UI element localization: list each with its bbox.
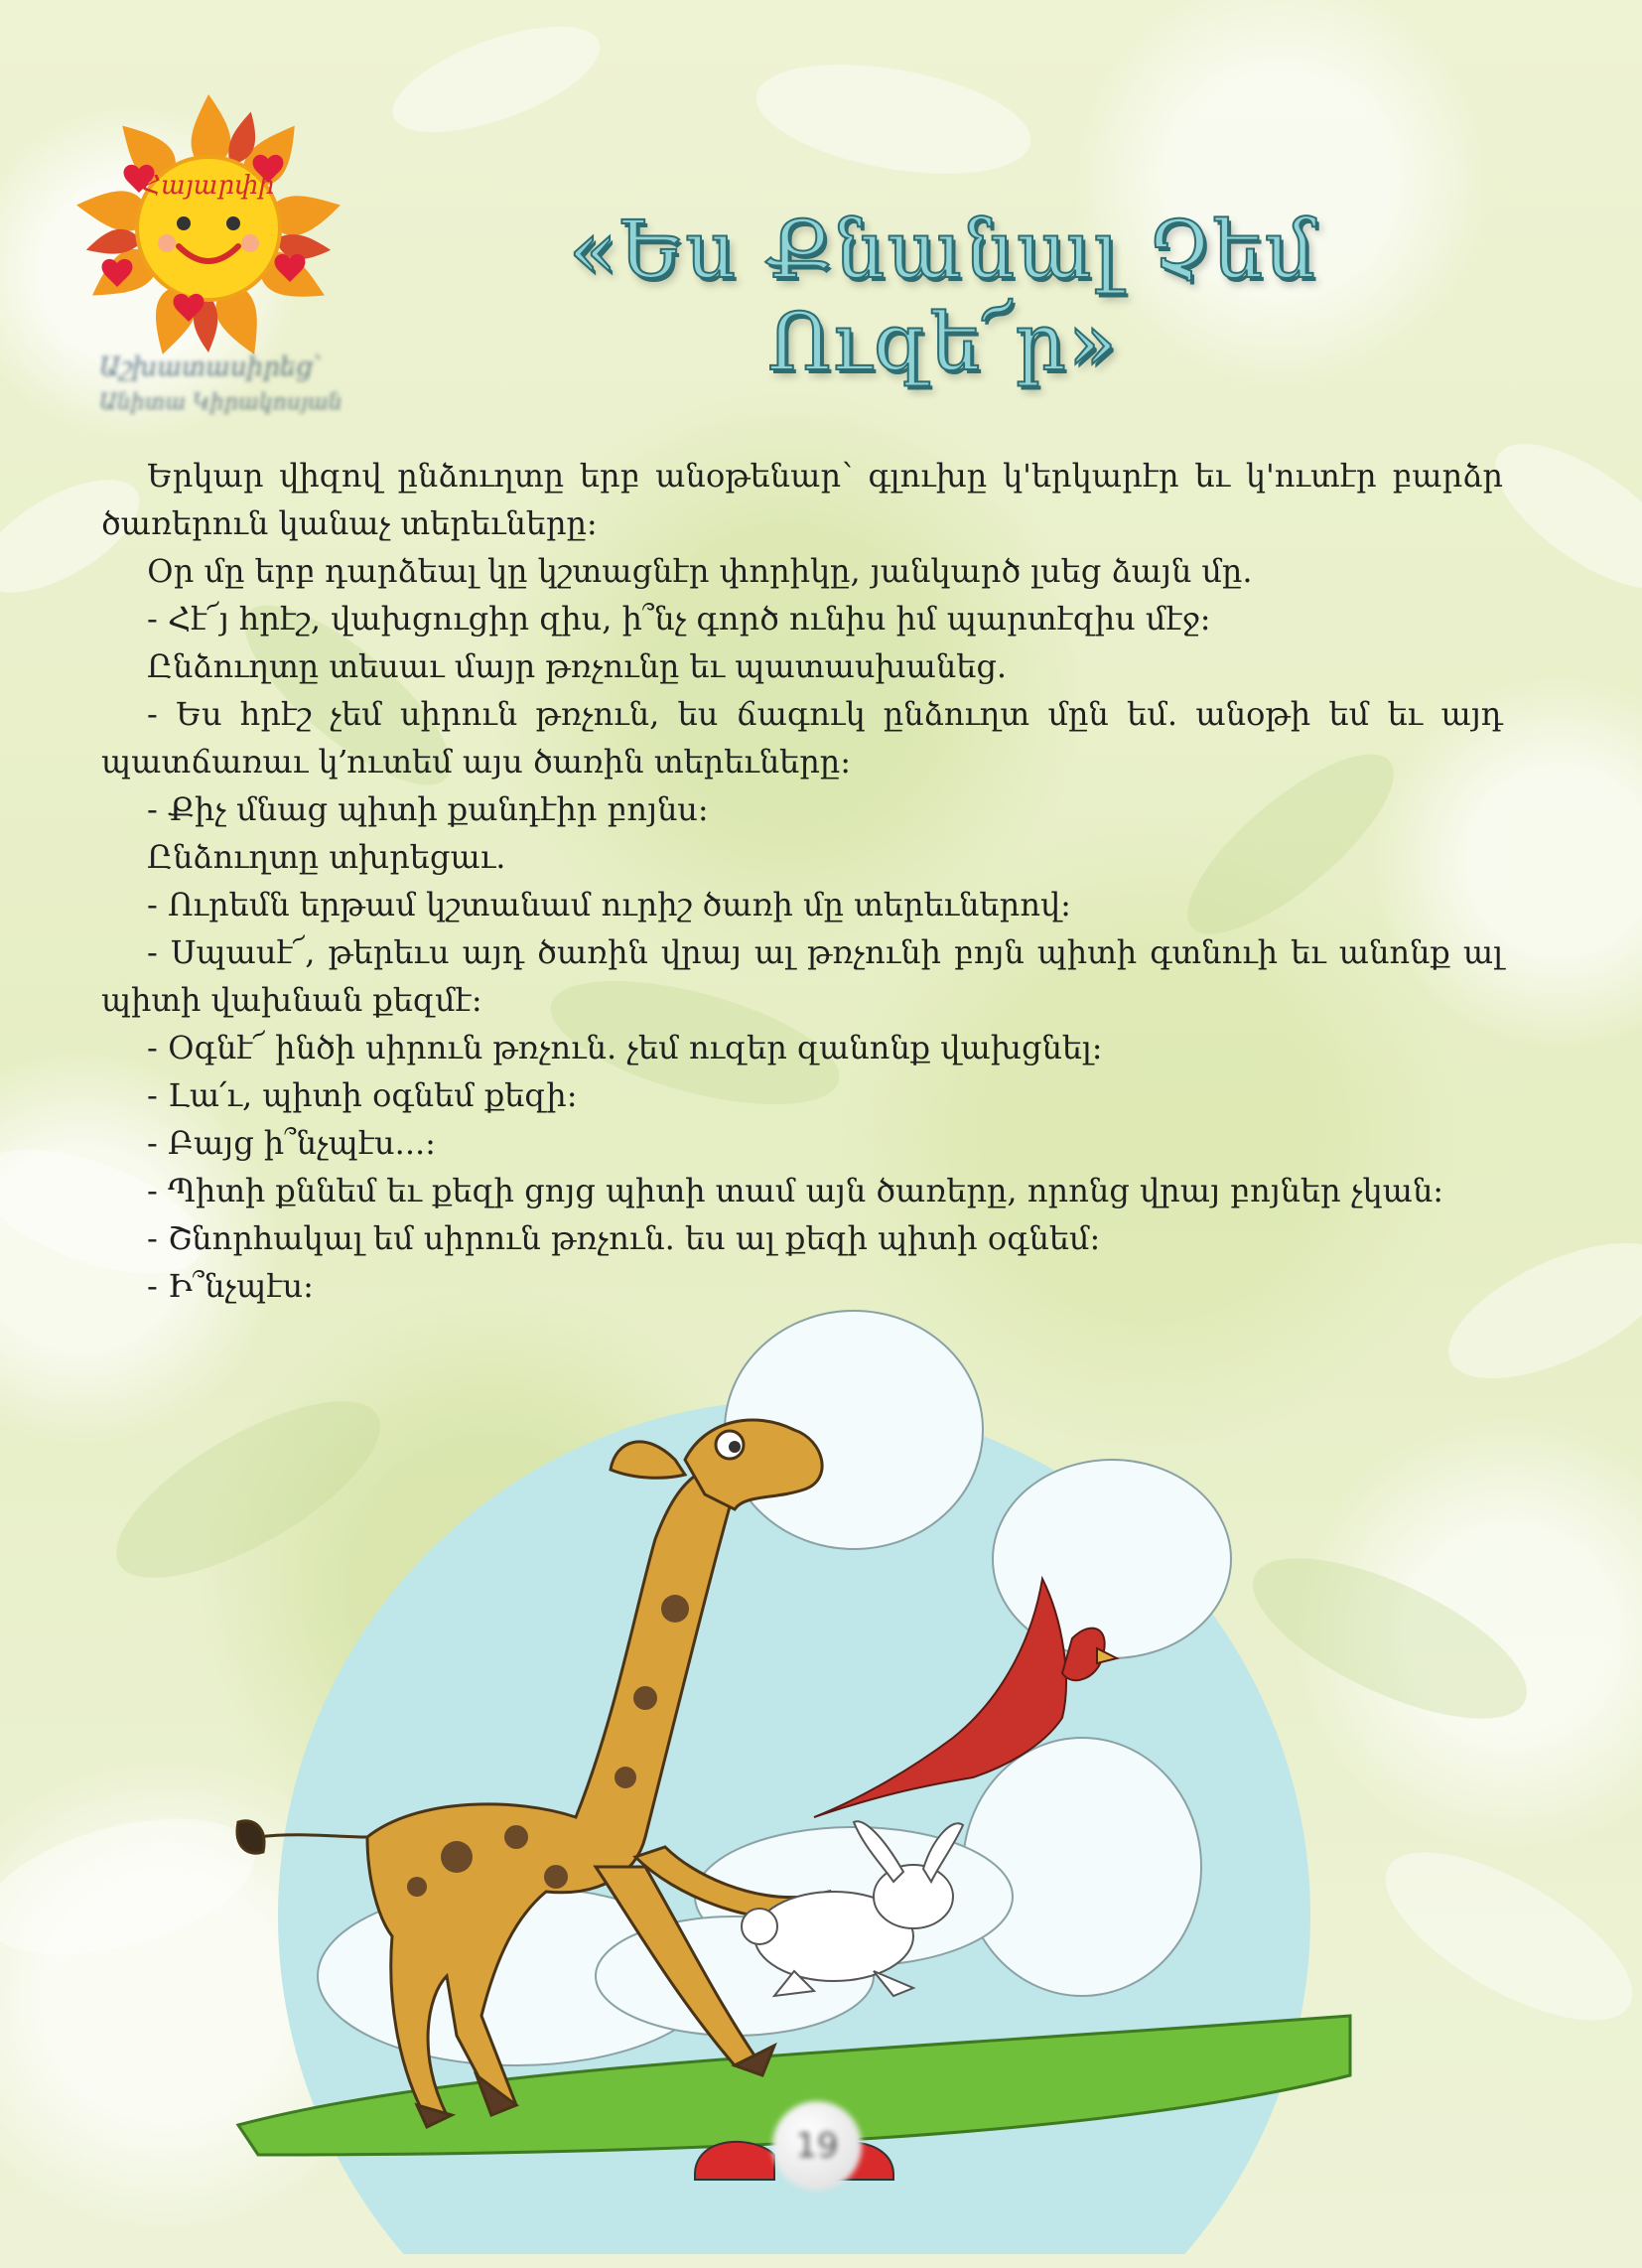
page-number: 19 xyxy=(772,2101,862,2191)
story-paragraph: Երկար վիզով ընձուղտը երբ անօթենար՝ գլուխը կ'երկարէր եւ կ'ուտէր բարձր ծառերուն կանաչ տերեւները: xyxy=(101,457,1503,542)
story-title: «Ես Քնանալ Չեմ Ուզե՜ր» xyxy=(568,204,1318,388)
sun-logo xyxy=(69,89,347,367)
logo-caption xyxy=(99,353,397,415)
story-paragraph: - Օգնէ՜ ինծի սիրուն թռչուն. չեմ ուզեր զանոնք վախցնել: xyxy=(147,1029,1103,1066)
story-text xyxy=(101,452,1503,1310)
story-paragraph: - Ուրեմն երթամ կշտանամ ուրիշ ծառի մը տերեւներով: xyxy=(147,886,1071,923)
story-paragraph: Օր մը երբ դարձեալ կը կշտացնէր փորիկը, յանկարծ լսեց ձայն մը. xyxy=(147,552,1253,590)
story-paragraph: - Քիչ մնաց պիտի քանդէիր բոյնս: xyxy=(147,790,709,828)
story-paragraph: Ընձուղտը տխրեցաւ. xyxy=(147,838,506,876)
logo-caption-line2: Անիտա Կիրակոսյան xyxy=(99,390,342,415)
logo-caption-line1: Աշխատասիրեց՝ xyxy=(99,353,323,382)
story-paragraph: - Պիտի քննեմ եւ քեզի ցոյց պիտի տամ այն ծառերը, որոնց վրայ բոյներ չկան: xyxy=(147,1172,1444,1209)
story-paragraph: - Ես հրէշ չեմ սիրուն թռչուն, ես ճագուկ ընձուղտ մըն եմ. անօթի եմ եւ այդ պատճառաւ կ՚ուտեմ այս ծառին տերեւները: xyxy=(101,695,1503,780)
story-paragraph: - Հէ՜յ հրէշ, վախցուցիր զիս, ի՞նչ գործ ունիս իմ պարտէզիս մէջ: xyxy=(147,600,1211,638)
story-paragraph: - Սպասէ՜, թերեւս այդ ծառին վրայ ալ թռչունի բոյն պիտի գտնուի եւ անոնք ալ պիտի վախնան քեզմէ: xyxy=(101,933,1503,1019)
story-paragraph: Ընձուղտը տեսաւ մայր թռչունը եւ պատասխանեց. xyxy=(147,647,1008,685)
story-paragraph: - Ի՞նչպէս: xyxy=(147,1267,314,1305)
story-paragraph: - Շնորհակալ եմ սիրուն թռչուն. ես ալ քեզի պիտի օգնեմ: xyxy=(147,1219,1101,1257)
logo-text: Հայարփի xyxy=(142,171,275,201)
story-paragraph: - Բայց ի՞նչպէս...: xyxy=(147,1124,436,1162)
story-paragraph: - Լա՛ւ, պիտի օգնեմ քեզի: xyxy=(147,1076,578,1114)
